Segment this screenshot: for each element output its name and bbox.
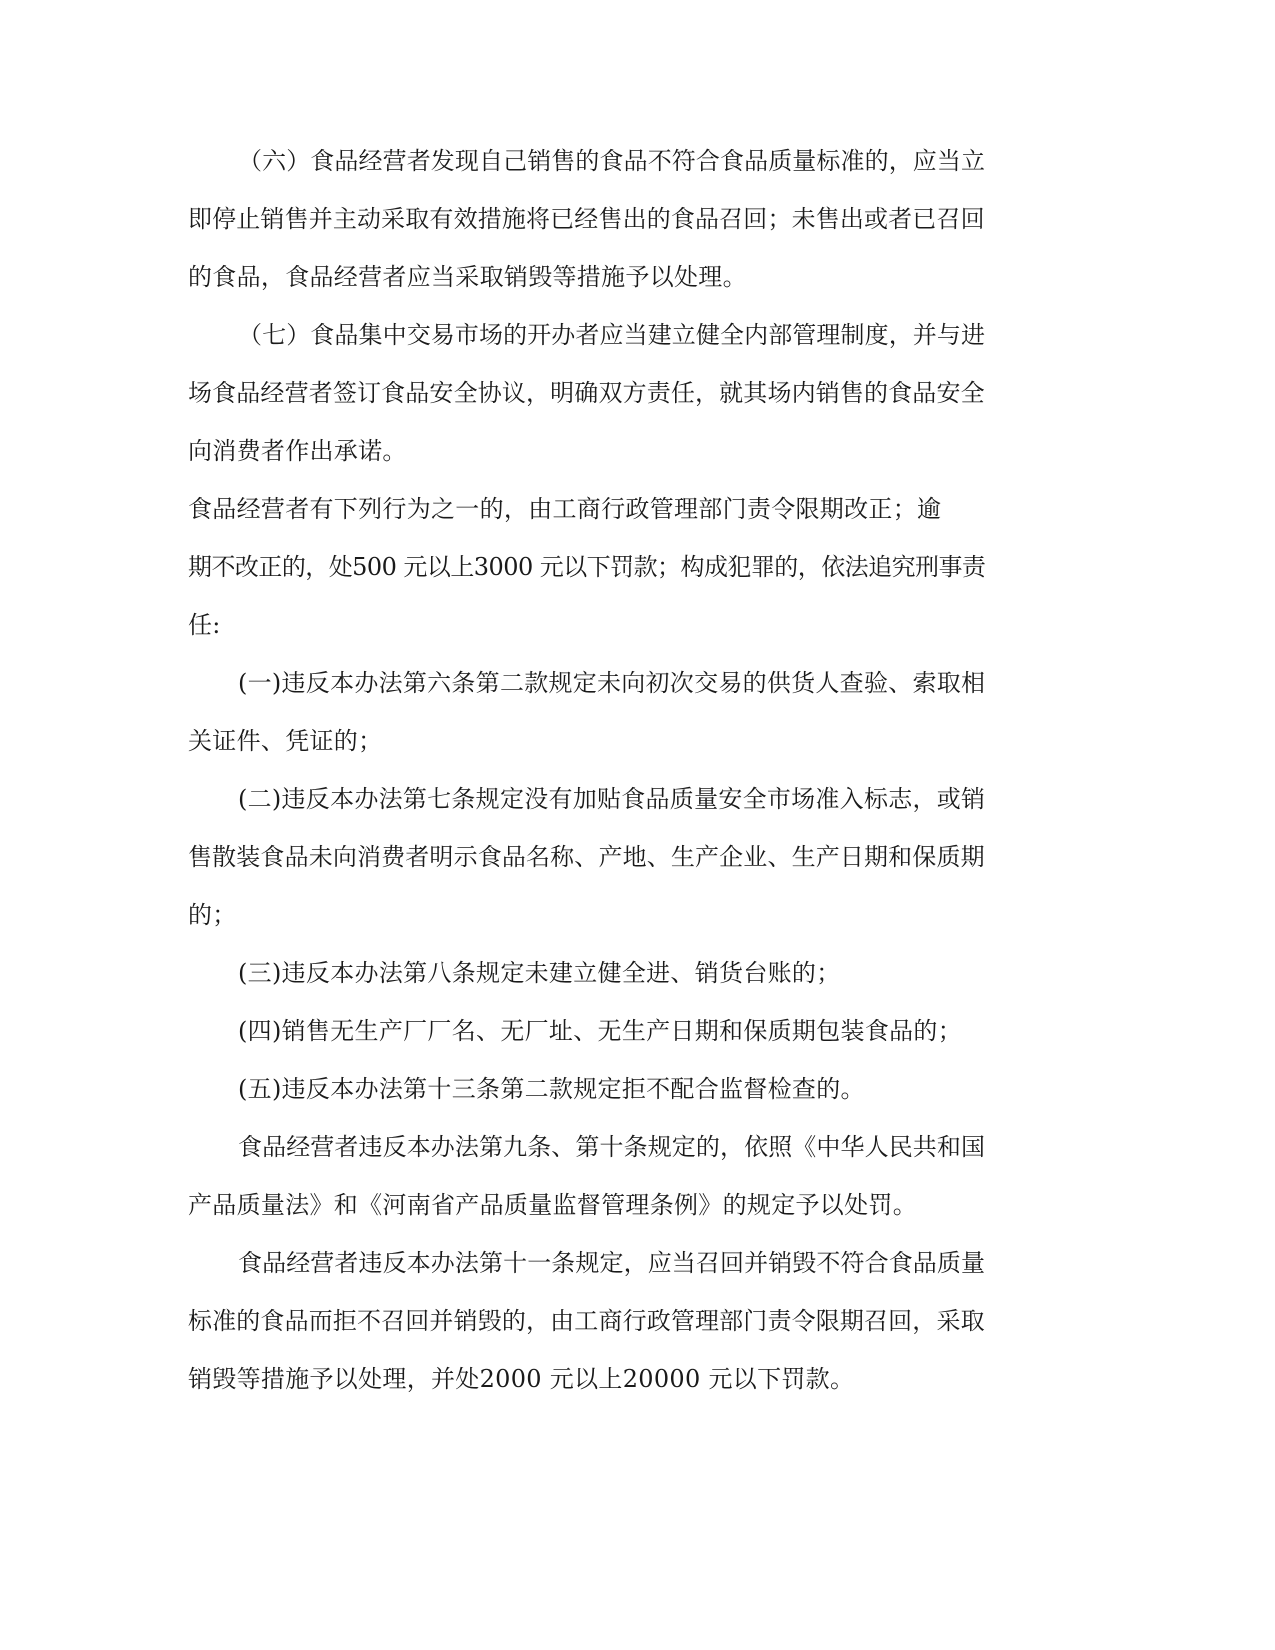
paragraph-art11-line-1: 食品经营者违反本办法第十一条规定，应当召回并销毁不符合食品质量: [238, 1249, 986, 1277]
item-1-line-1: (一)违反本办法第六条第二款规定未向初次交易的供货人查验、索取相: [238, 669, 986, 697]
paragraph-art9-10-line-2: 产品质量法》和《河南省产品质量监督管理条例》的规定予以处罚。: [188, 1191, 917, 1219]
item-2-line-3: 的；: [188, 901, 237, 929]
paragraph-7-line-2: 场食品经营者签订食品安全协议，明确双方责任，就其场内销售的食品安全: [188, 379, 985, 407]
paragraph-art11-line-2: 标准的食品而拒不召回并销毁的，由工商行政管理部门责令限期召回，采取: [188, 1307, 985, 1335]
penalty-clause-line-2: 期不改正的，处500 元以上3000 元以下罚款；构成犯罪的，依法追究刑事责: [188, 553, 986, 581]
item-4: (四)销售无生产厂厂名、无厂址、无生产日期和保质期包装食品的；: [238, 1017, 963, 1045]
item-3: (三)违反本办法第八条规定未建立健全进、销货台账的；: [238, 959, 841, 987]
paragraph-6-line-3: 的食品，食品经营者应当采取销毁等措施予以处理。: [188, 263, 747, 291]
item-5: (五)违反本办法第十三条第二款规定拒不配合监督检查的。: [238, 1075, 865, 1103]
item-2-line-2: 售散装食品未向消费者明示食品名称、产地、生产企业、生产日期和保质期: [188, 843, 985, 871]
paragraph-7-line-3: 向消费者作出承诺。: [188, 437, 407, 465]
paragraph-6-line-2: 即停止销售并主动采取有效措施将已经售出的食品召回；未售出或者已召回: [188, 205, 985, 233]
penalty-clause-line-1: 食品经营者有下列行为之一的，由工商行政管理部门责令限期改正；逾: [188, 495, 942, 523]
paragraph-art11-line-3: 销毁等措施予以处理，并处2000 元以上20000 元以下罚款。: [188, 1365, 855, 1393]
penalty-clause-line-3: 任:: [188, 611, 221, 639]
item-1-line-2: 关证件、凭证的；: [188, 727, 383, 755]
paragraph-7-line-1: （七）食品集中交易市场的开办者应当建立健全内部管理制度，并与进: [238, 321, 986, 349]
item-2-line-1: (二)违反本办法第七条规定没有加贴食品质量安全市场准入标志，或销: [238, 785, 986, 813]
paragraph-art9-10-line-1: 食品经营者违反本办法第九条、第十条规定的，依照《中华人民共和国: [238, 1133, 986, 1161]
paragraph-6-line-1: （六）食品经营者发现自己销售的食品不符合食品质量标准的，应当立: [238, 147, 986, 175]
